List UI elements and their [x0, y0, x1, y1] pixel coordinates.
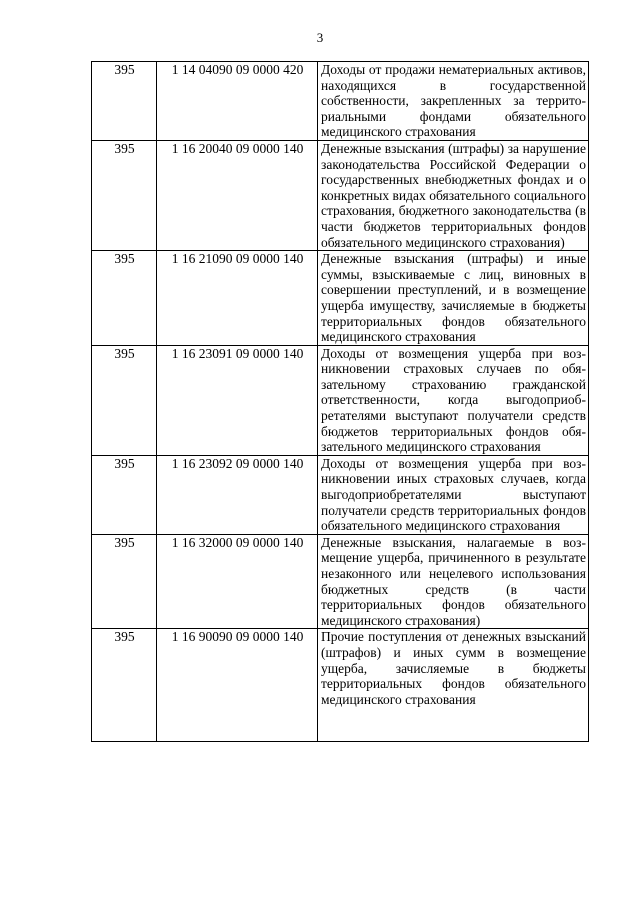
- admin-code-cell: 395: [92, 62, 157, 141]
- table-row: [92, 251, 589, 346]
- description-cell: Доходы от возмещения ущерба при возникновении иных страховых случаев, когда выгодоприобретателями выступают получатели средств территориальных фондов обязательного медицинского страхования: [318, 455, 589, 534]
- table-row: [92, 345, 589, 455]
- table-row: [92, 534, 589, 629]
- admin-code-cell: 395: [92, 455, 157, 534]
- table-row: [92, 62, 589, 141]
- kbk-code-cell: 1 14 04090 09 0000 420: [157, 62, 318, 141]
- kbk-code-cell: 1 16 21090 09 0000 140: [157, 251, 318, 346]
- kbk-code-cell: 1 16 23092 09 0000 140: [157, 455, 318, 534]
- description-cell: Денежные взыскания, налагаемые в возмещение ущерба, причиненного в результате незаконного или нецелевого использования бюджетных средств (в части территориальных фондов обязательного медицинского страхования): [318, 534, 589, 629]
- description-cell: Доходы от продажи нематериальных активов, находящихся в государственной собственности, закрепленных за территориальными фондами обязательного медицинского страхования: [318, 62, 589, 141]
- admin-code-cell: 395: [92, 345, 157, 455]
- admin-code-cell: 395: [92, 140, 157, 250]
- page-number: 3: [316, 30, 324, 45]
- description-cell: Прочие поступления от денежных взысканий (штрафов) и иных сумм в возмещение ущерба, зачисляемые в бюджеты территориальных фондов обязательного медицинского страхования: [318, 629, 589, 742]
- admin-code-cell: 395: [92, 251, 157, 346]
- table-row: [92, 455, 589, 534]
- kbk-code-cell: 1 16 32000 09 0000 140: [157, 534, 318, 629]
- table-row: [92, 629, 589, 742]
- description-cell: Денежные взыскания (штрафы) и иные суммы, взыскиваемые с лиц, виновных в совершении преступлений, и в возмещение ущерба имуществу, зачисляемые в бюджеты территориальных фондов обязательного медицинского страхования: [318, 251, 589, 346]
- description-cell: Денежные взыскания (штрафы) за нарушение законодательства Российской Федерации о государственных внебюджетных фондах и о конкретных видах обязательного социального страхования, бюджетного законодательства (в части бюджетов территориальных фондов обязательного медицинского страхования): [318, 140, 589, 250]
- kbk-code-cell: 1 16 90090 09 0000 140: [157, 629, 318, 742]
- kbk-code-cell: 1 16 23091 09 0000 140: [157, 345, 318, 455]
- revenue-codes-table: [91, 61, 589, 742]
- description-cell: Доходы от возмещения ущерба при возникновении страховых случаев по обязательному страхованию гражданской ответственности, когда выгодоприобретателями выступают получатели средств бюджетов территориальных фондов обязательного медицинского страхования: [318, 345, 589, 455]
- admin-code-cell: 395: [92, 534, 157, 629]
- table-row: [92, 140, 589, 250]
- admin-code-cell: 395: [92, 629, 157, 742]
- kbk-code-cell: 1 16 20040 09 0000 140: [157, 140, 318, 250]
